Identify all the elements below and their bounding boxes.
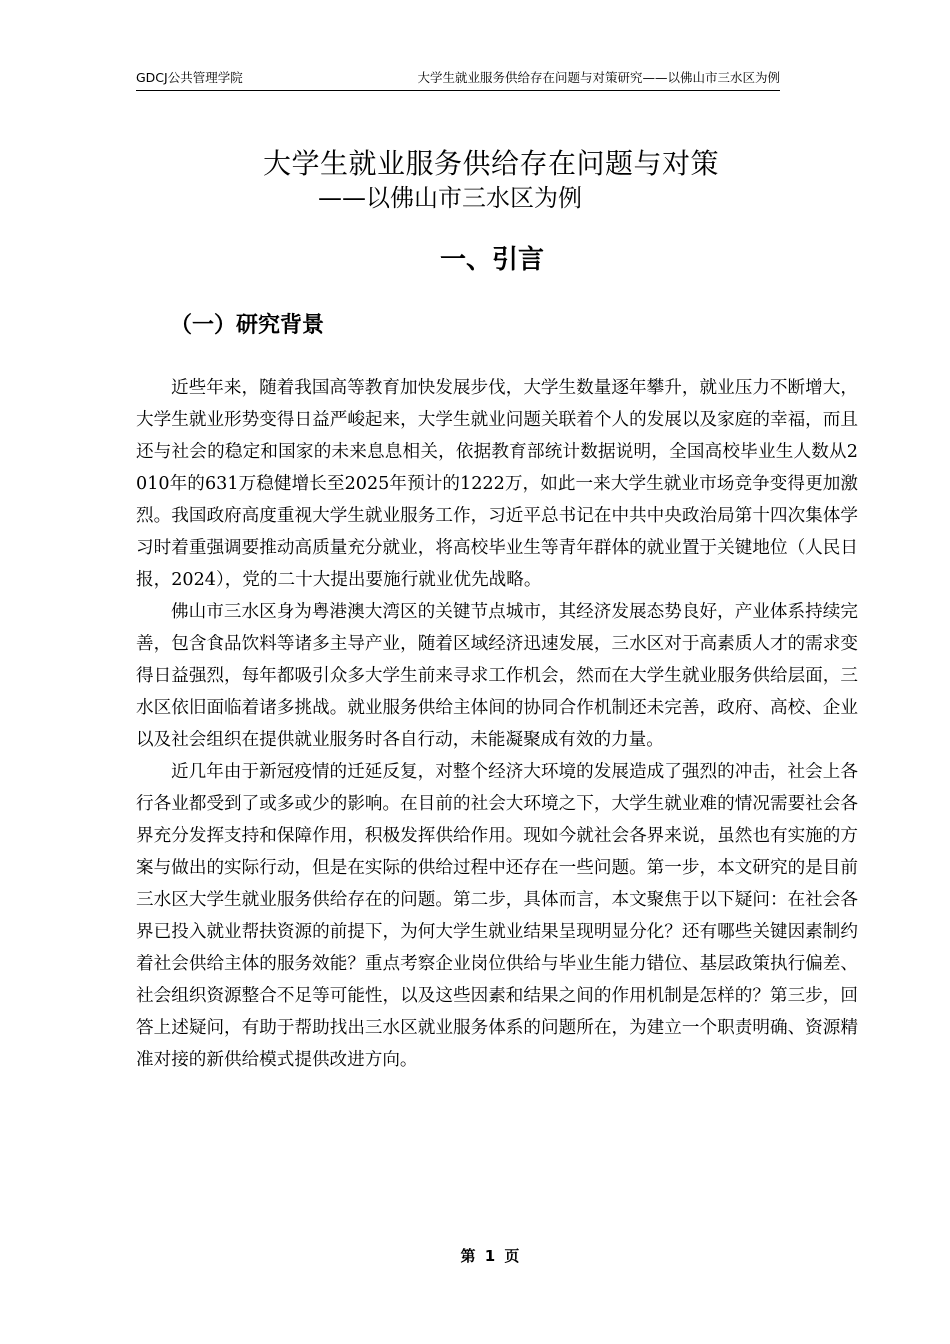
- subsection-heading: （一）研究背景: [170, 313, 325, 338]
- paragraph-1: 近些年来，随着我国高等教育加快发展步伐，大学生数量逐年攀升，就业压力不断增大，大学生就业形势变得日益严峻起来，大学生就业问题关联着个人的发展以及家庭的幸福，而且还与社会的稳定和国家的未来息息相关，依据教育部统计数据说明，全国高校毕业生人数从2010年的631万稳健增长至2025年预计的1222万，如此一来大学生就业市场竞争变得更加激烈。我国政府高度重视大学生就业服务工作，习近平总书记在中共中央政治局第十四次集体学习时着重强调要推动高质量充分就业，将高校毕业生等青年群体的就业置于关键地位（人民日报，2024），党的二十大提出要施行就业优先战略。: [136, 378, 858, 590]
- page-number: 第 1 页: [460, 1247, 520, 1265]
- body-text: [136, 372, 858, 1076]
- paper-subtitle: ——以佛山市三水区为例: [318, 184, 582, 212]
- running-header: [136, 68, 780, 91]
- paper-title: 大学生就业服务供给存在问题与对策: [262, 147, 719, 180]
- paragraph-2: 佛山市三水区身为粤港澳大湾区的关键节点城市，其经济发展态势良好，产业体系持续完善，包含食品饮料等诸多主导产业，随着区域经济迅速发展，三水区对于高素质人才的需求变得日益强烈，每年都吸引众多大学生前来寻求工作机会，然而在大学生就业服务供给层面，三水区依旧面临着诸多挑战。就业服务供给主体间的协同合作机制还未完善，政府、高校、企业以及社会组织在提供就业服务时各自行动，未能凝聚成有效的力量。: [136, 602, 858, 750]
- header-paper-title: 大学生就业服务供给存在问题与对策研究——以佛山市三水区为例: [417, 70, 780, 85]
- header-institution: GDCJ公共管理学院: [136, 70, 243, 85]
- section-heading: 一、引言: [439, 245, 544, 275]
- paragraph-3: 近几年由于新冠疫情的迁延反复，对整个经济大环境的发展造成了强烈的冲击，社会上各行各业都受到了或多或少的影响。在目前的社会大环境之下，大学生就业难的情况需要社会各界充分发挥支持和保障作用，积极发挥供给作用。现如今就社会各界来说，虽然也有实施的方案与做出的实际行动，但是在实际的供给过程中还存在一些问题。第一步，本文研究的是目前三水区大学生就业服务供给存在的问题。第二步，具体而言，本文聚焦于以下疑问：在社会各界已投入就业帮扶资源的前提下，为何大学生就业结果呈现明显分化？还有哪些关键因素制约着社会供给主体的服务效能？重点考察企业岗位供给与毕业生能力错位、基层政策执行偏差、社会组织资源整合不足等可能性，以及这些因素和结果之间的作用机制是怎样的？第三步，回答上述疑问，有助于帮助找出三水区就业服务体系的问题所在，为建立一个职责明确、资源精准对接的新供给模式提供改进方向。: [136, 762, 858, 1070]
